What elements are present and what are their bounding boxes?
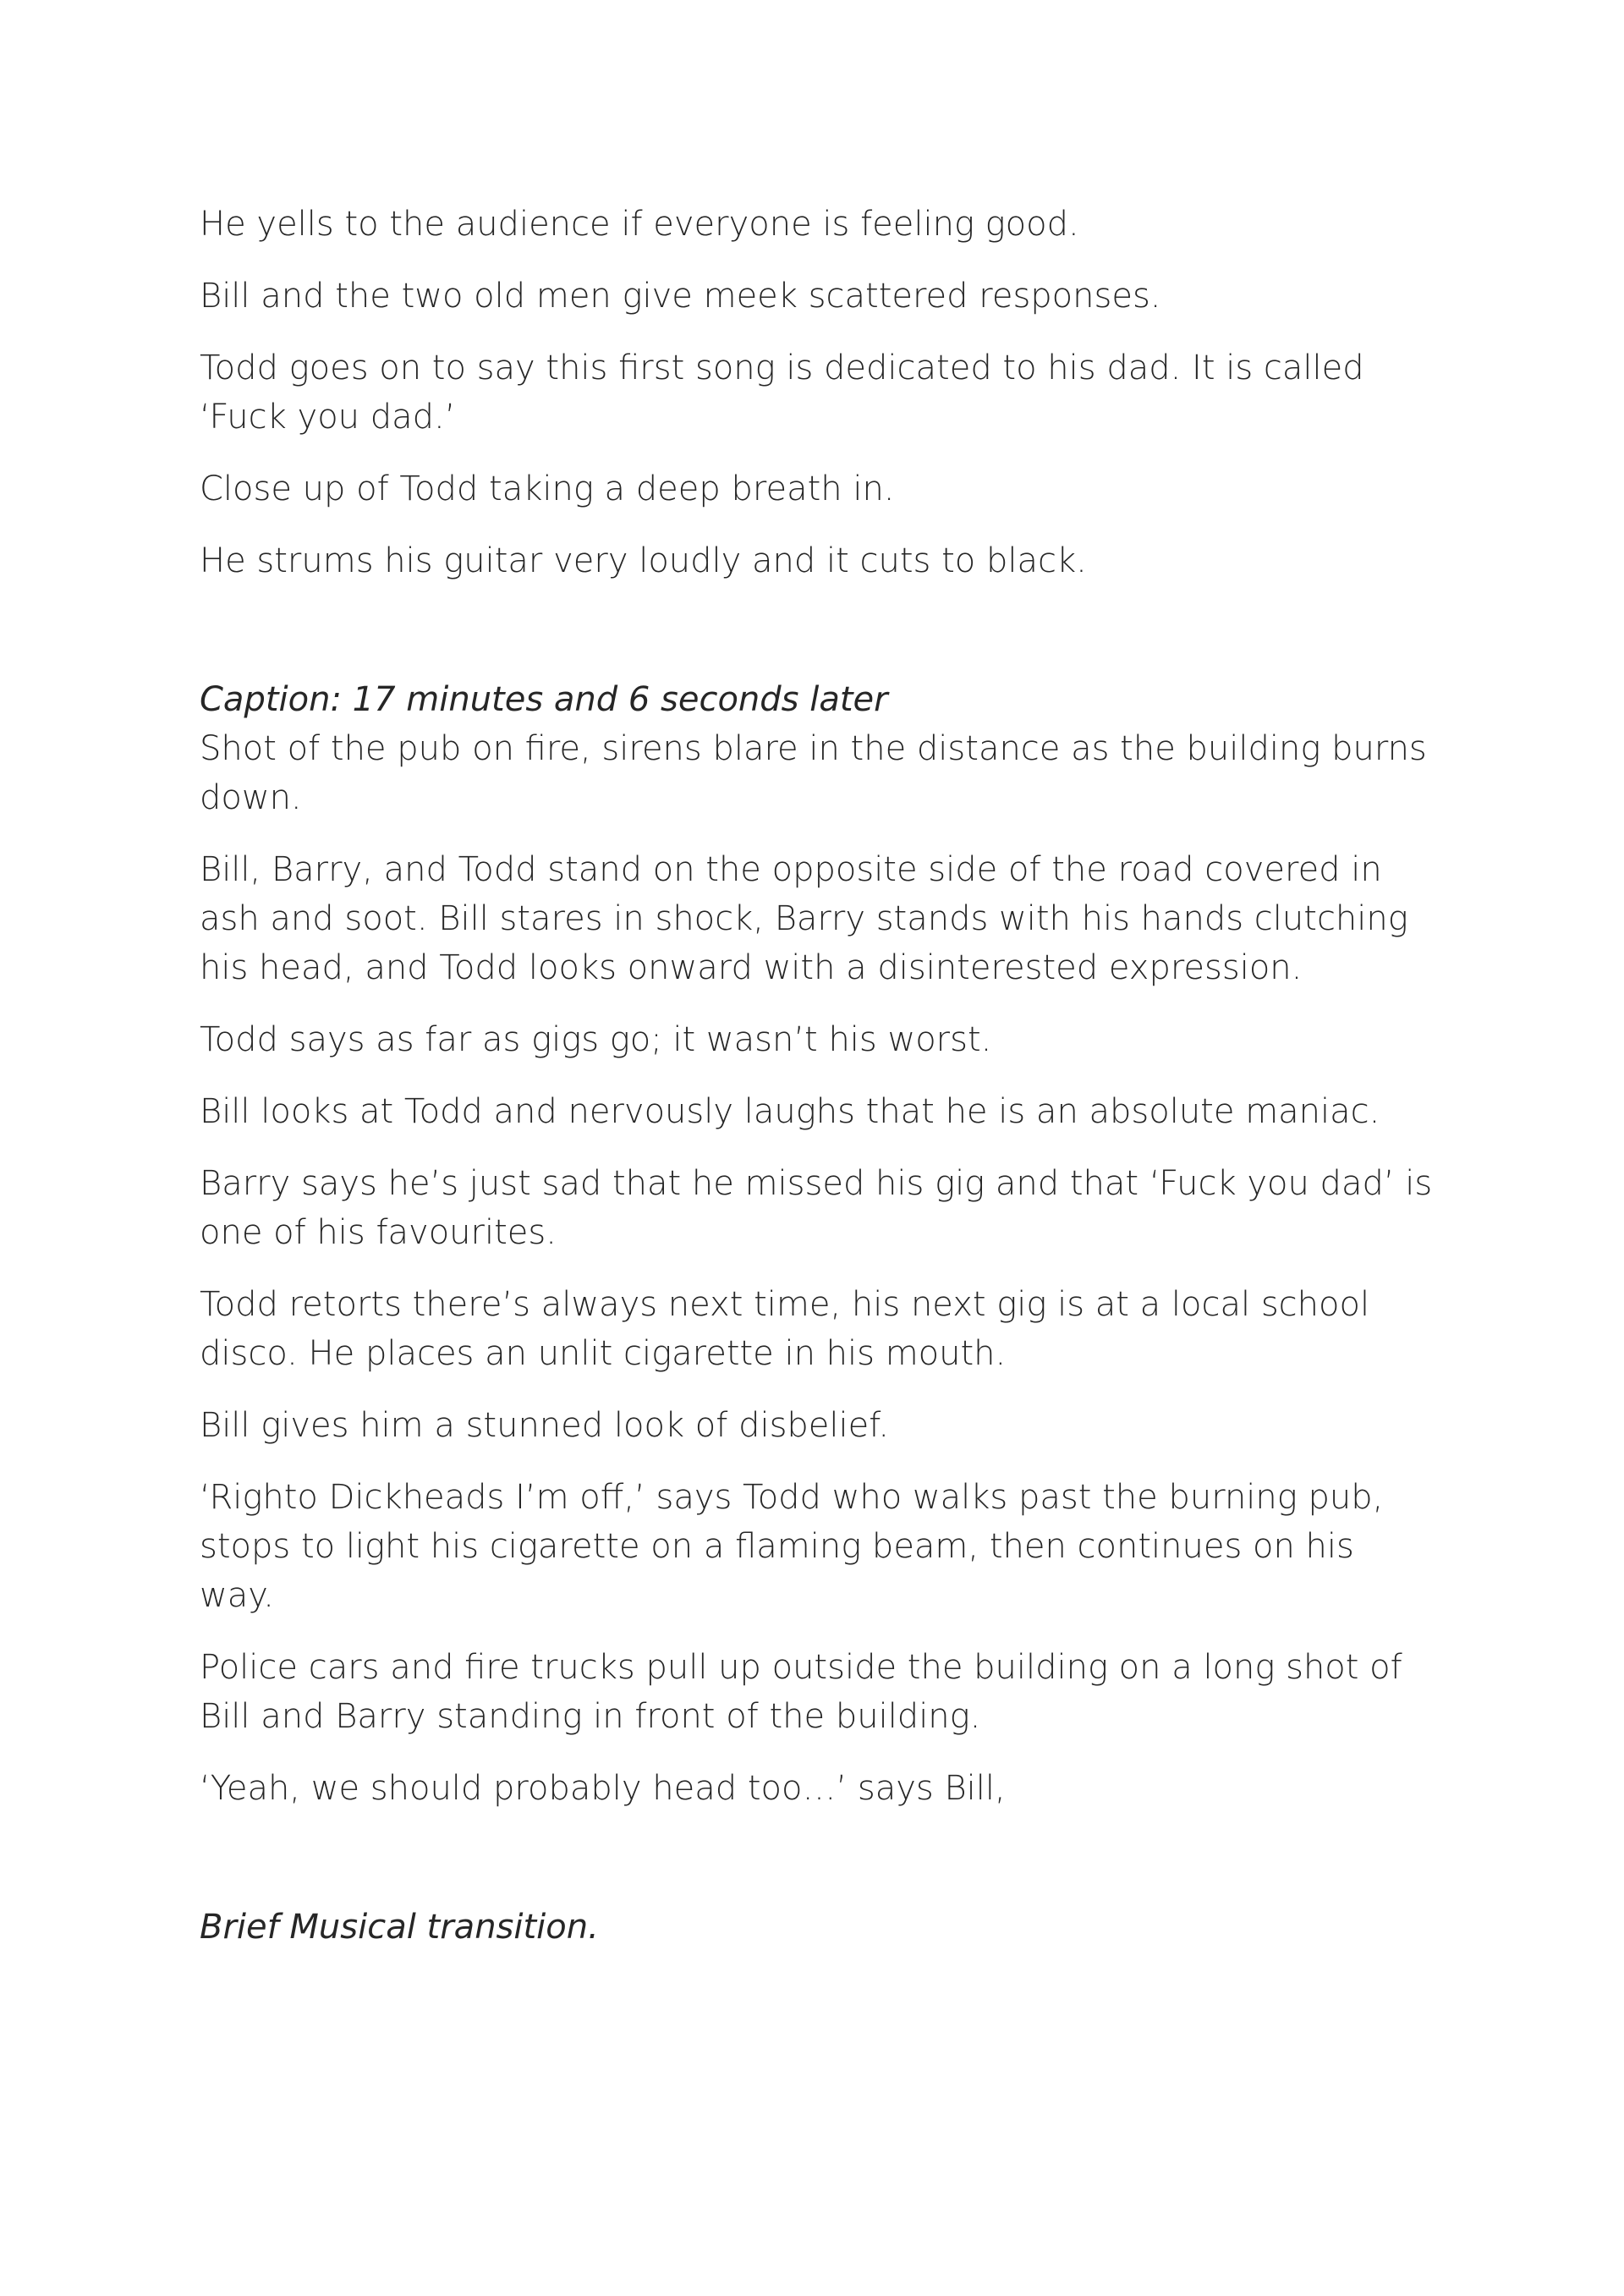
paragraph: ‘Righto Dickheads I’m off,’ says Todd who walks past the burning pub, stops to light his cigarette on a flaming beam, then continues on his way. bbox=[200, 1478, 1384, 1615]
scene-1 bbox=[200, 200, 1435, 585]
paragraph: Bill, Barry, and Todd stand on the opposite side of the road covered in ash and soot. Bill stares in shock, Barry stands with his hands clutching his head, and Todd looks onward with a disinterested expression. bbox=[200, 850, 1408, 987]
paragraph: Close up of Todd taking a deep breath in. bbox=[200, 470, 895, 508]
paragraph: Shot of the pub on fire, sirens blare in the distance as the building burns down. bbox=[200, 729, 1427, 817]
paragraph: Bill and the two old men give meek scattered responses. bbox=[200, 277, 1161, 316]
paragraph: He strums his guitar very loudly and it cuts to black. bbox=[200, 541, 1087, 580]
scene-2 bbox=[200, 724, 1435, 1813]
transition-note: Brief Musical transition. bbox=[200, 1908, 599, 1947]
paragraph: Todd says as far as gigs go; it wasn’t his worst. bbox=[200, 1020, 992, 1059]
script-body bbox=[200, 200, 1435, 1952]
paragraph: Todd goes on to say this first song is dedicated to his dad. It is called ‘Fuck you dad.’ bbox=[200, 349, 1364, 437]
scene-caption: Caption: 17 minutes and 6 seconds later bbox=[200, 680, 888, 719]
paragraph: Bill looks at Todd and nervously laughs that he is an absolute maniac. bbox=[200, 1092, 1380, 1131]
paragraph: Bill gives him a stunned look of disbelief. bbox=[200, 1406, 890, 1445]
paragraph: Police cars and fire trucks pull up outside the building on a long shot of Bill and Barry standing in front of the building. bbox=[200, 1648, 1402, 1736]
paragraph: He yells to the audience if everyone is feeling good. bbox=[200, 205, 1079, 244]
paragraph: Todd retorts there’s always next time, his next gig is at a local school disco. He places an unlit cigarette in his mouth. bbox=[200, 1285, 1370, 1373]
paragraph: Barry says he’s just sad that he missed his gig and that ‘Fuck you dad’ is one of his favourites. bbox=[200, 1164, 1433, 1252]
paragraph: ‘Yeah, we should probably head too…’ says Bill, bbox=[200, 1769, 1006, 1808]
